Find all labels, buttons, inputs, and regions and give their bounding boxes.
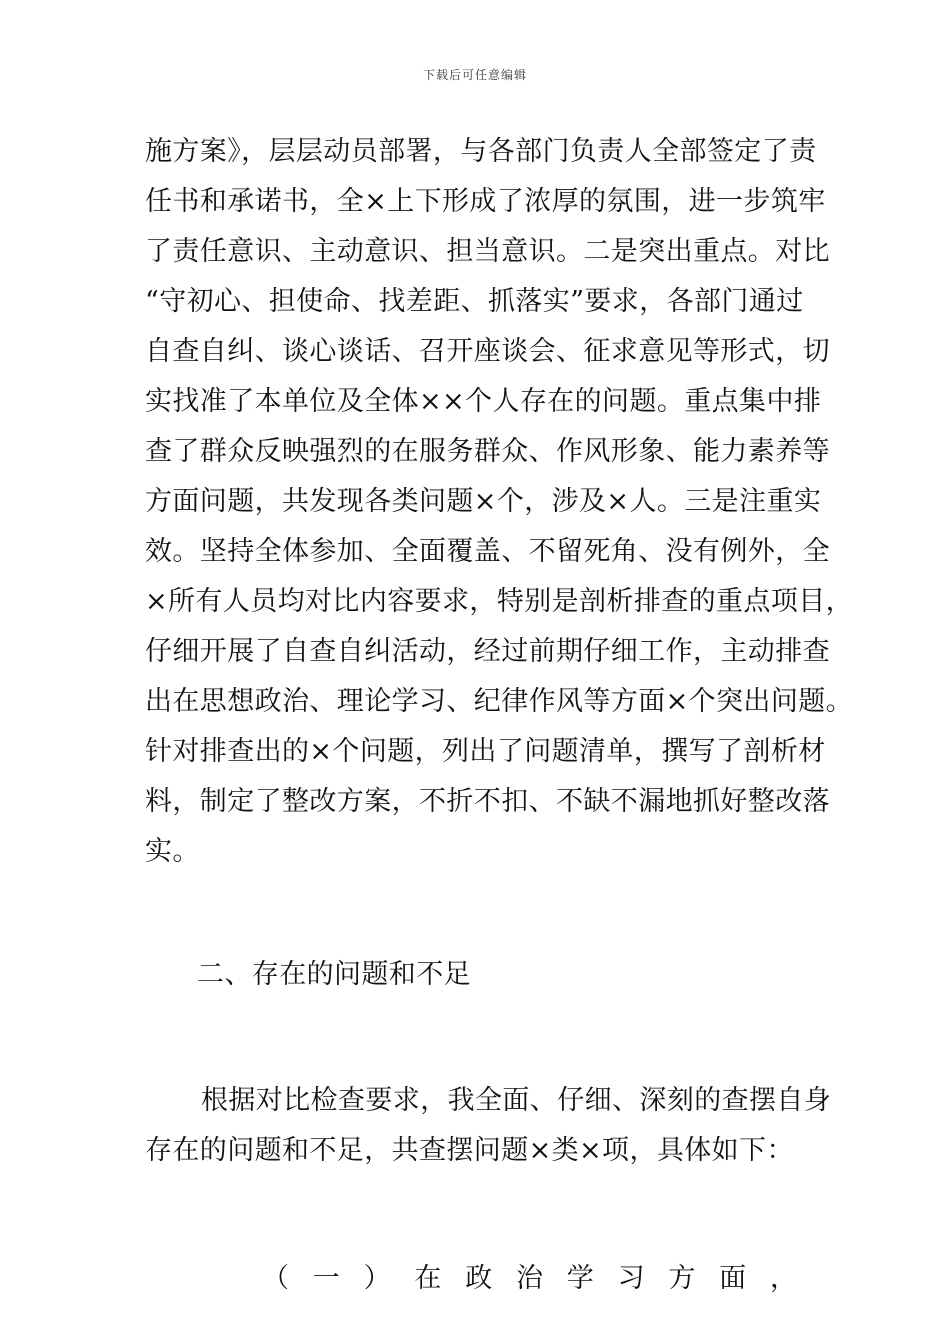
text-line: 任书和承诺书，全×上下形成了浓厚的氛围，进一步筑牢 [145,186,826,217]
subheading-char: 方 [668,1263,696,1294]
text-line: 仔细开展了自查自纠活动，经过前期仔细工作，主动排查 [145,636,830,667]
text-line: 根据对比检查要求，我全面、仔细、深刻的查摆自身 [201,1085,832,1116]
text-line: 自查自纠、谈心谈话、召开座谈会、征求意见等形式，切 [145,336,830,367]
text-line: 查了群众反映强烈的在服务群众、作风形象、能力素养等 [145,436,830,467]
section-heading: 二、存在的问题和不足 [197,959,471,990]
subheading-char: ） [363,1263,391,1294]
subheading-char: ， [769,1263,797,1294]
subheading-political-study [145,1254,797,1304]
subheading-char: 学 [566,1263,594,1294]
subheading-char: 面 [719,1263,747,1294]
paragraph-continued [145,127,854,877]
text-line: 料，制定了整改方案，不折不扣、不缺不漏地抓好整改落 [145,786,830,817]
text-line: 了责任意识、主动意识、担当意识。二是突出重点。对比 [145,236,830,267]
subheading-char: 一 [312,1263,340,1294]
text-line: 实。 [145,836,200,867]
paragraph-problems [145,1076,832,1176]
subheading-char: 治 [515,1263,543,1294]
text-line: 方面问题，共发现各类问题×个，涉及×人。三是注重实 [145,486,822,517]
text-line: 出在思想政治、理论学习、纪律作风等方面×个突出问题。 [145,686,854,717]
text-line: “守初心、担使命、找差距、抓落实”要求，各部门通过 [145,286,804,317]
subheading-char: （ [262,1263,289,1294]
text-line: ×所有人员均对比内容要求，特别是剖析排查的重点项目， [145,586,854,617]
document-body [145,127,854,1304]
subheading-char: 习 [617,1263,645,1294]
text-line: 效。坚持全体参加、全面覆盖、不留死角、没有例外，全 [145,536,830,567]
text-line: 实找准了本单位及全体××个人存在的问题。重点集中排 [145,386,822,417]
subheading-char: 在 [414,1263,442,1294]
text-line: 施方案》，层层动员部署，与各部门负责人全部签定了责 [145,136,817,167]
text-line: 存在的问题和不足，共查摆问题×类×项，具体如下： [145,1135,794,1166]
text-line: 针对排查出的×个问题，列出了问题清单，撰写了剖析材 [145,736,826,767]
subheading-char: 政 [465,1263,493,1294]
page-header: 下载后可任意编辑 [422,68,527,82]
